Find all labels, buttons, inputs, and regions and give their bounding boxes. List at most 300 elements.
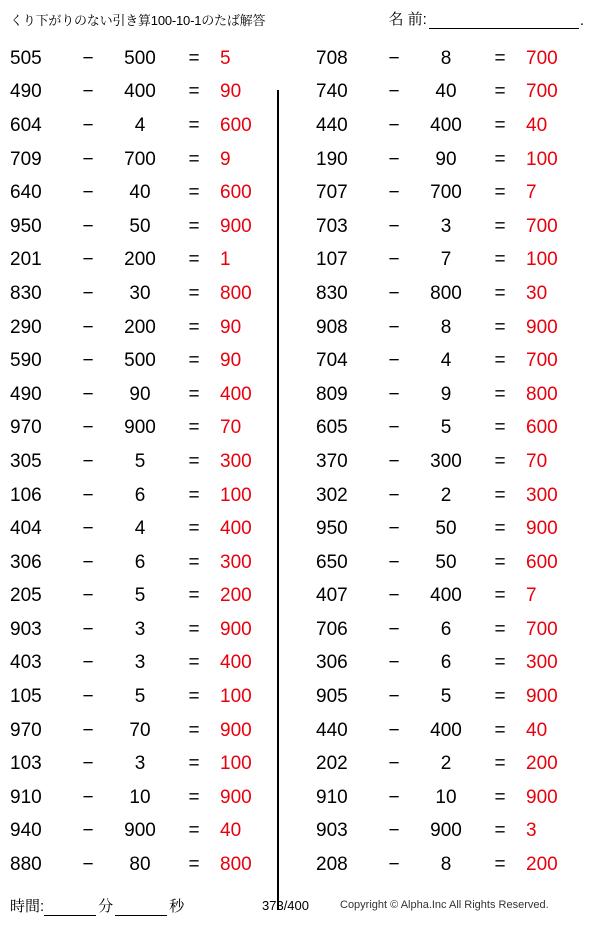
answer: 100 xyxy=(526,148,558,170)
minus-icon: − xyxy=(388,450,400,472)
subtrahend: 90 xyxy=(435,148,457,170)
equals-icon: = xyxy=(188,47,200,69)
subtrahend: 50 xyxy=(435,551,457,573)
answer: 90 xyxy=(220,350,242,372)
time-field-area xyxy=(10,895,186,916)
minus-icon: − xyxy=(82,215,94,237)
minus-icon: − xyxy=(388,518,400,540)
minuend: 640 xyxy=(10,182,42,204)
answer: 400 xyxy=(220,652,252,674)
equals-icon: = xyxy=(494,249,506,271)
minus-icon: − xyxy=(82,585,94,607)
subtrahend: 2 xyxy=(440,484,452,506)
minus-icon: − xyxy=(82,81,94,103)
equals-icon: = xyxy=(188,820,200,842)
subtrahend: 6 xyxy=(134,484,146,506)
subtrahend: 200 xyxy=(124,249,156,271)
minus-icon: − xyxy=(82,719,94,741)
answer: 40 xyxy=(526,719,548,741)
name-field-area xyxy=(388,8,584,29)
answer: 700 xyxy=(526,618,558,640)
problem-row xyxy=(310,210,600,244)
minus-icon: − xyxy=(82,753,94,775)
subtrahend: 800 xyxy=(430,282,462,304)
problem-row xyxy=(6,680,300,714)
minus-icon: − xyxy=(388,719,400,741)
answer: 90 xyxy=(220,316,242,338)
equals-icon: = xyxy=(188,81,200,103)
minuend: 709 xyxy=(10,148,42,170)
equals-icon: = xyxy=(188,618,200,640)
subtrahend: 10 xyxy=(435,786,457,808)
minus-icon: − xyxy=(388,618,400,640)
subtrahend: 4 xyxy=(134,114,146,136)
answer: 1 xyxy=(220,249,231,271)
minuend: 970 xyxy=(10,719,42,741)
subtrahend: 900 xyxy=(430,820,462,842)
problem-row xyxy=(310,714,600,748)
subtrahend: 5 xyxy=(134,585,146,607)
answer: 900 xyxy=(526,518,558,540)
minuend: 403 xyxy=(10,652,42,674)
name-trailing-dot: . xyxy=(579,12,584,29)
answer: 40 xyxy=(526,114,548,136)
minuend: 708 xyxy=(316,47,348,69)
minuend: 650 xyxy=(316,551,348,573)
answer: 5 xyxy=(220,47,231,69)
problem-row xyxy=(310,580,600,614)
minuend: 202 xyxy=(316,753,348,775)
problem-row xyxy=(310,680,600,714)
equals-icon: = xyxy=(494,585,506,607)
equals-icon: = xyxy=(494,215,506,237)
problem-row xyxy=(6,848,300,882)
problem-row xyxy=(310,512,600,546)
subtrahend: 30 xyxy=(129,282,151,304)
minus-icon: − xyxy=(388,484,400,506)
problem-row xyxy=(6,412,300,446)
copyright-text: Copyright © Alpha.Inc All Rights Reserved. xyxy=(340,899,549,911)
minus-icon: − xyxy=(388,148,400,170)
minus-icon: − xyxy=(82,249,94,271)
equals-icon: = xyxy=(188,316,200,338)
minus-icon: − xyxy=(388,854,400,876)
worksheet-header xyxy=(0,8,600,36)
minus-icon: − xyxy=(82,182,94,204)
problem-row xyxy=(6,445,300,479)
equals-icon: = xyxy=(494,182,506,204)
minus-icon: − xyxy=(388,47,400,69)
equals-icon: = xyxy=(494,652,506,674)
time-label: 時間: xyxy=(10,898,45,915)
equals-icon: = xyxy=(188,114,200,136)
minuend: 305 xyxy=(10,450,42,472)
minuend: 490 xyxy=(10,383,42,405)
answer: 600 xyxy=(526,551,558,573)
problem-row xyxy=(310,848,600,882)
problem-row xyxy=(310,143,600,177)
minus-icon: − xyxy=(82,652,94,674)
answer: 900 xyxy=(220,618,252,640)
minuend: 704 xyxy=(316,350,348,372)
equals-icon: = xyxy=(188,585,200,607)
answer: 900 xyxy=(526,316,558,338)
problem-row xyxy=(310,176,600,210)
answer: 700 xyxy=(526,215,558,237)
subtrahend: 40 xyxy=(435,81,457,103)
answer: 3 xyxy=(526,820,537,842)
problem-row xyxy=(6,781,300,815)
subtrahend: 6 xyxy=(134,551,146,573)
answer: 400 xyxy=(220,518,252,540)
minus-icon: − xyxy=(82,148,94,170)
minus-icon: − xyxy=(82,854,94,876)
answer: 600 xyxy=(526,417,558,439)
answer: 70 xyxy=(526,450,548,472)
answer: 900 xyxy=(526,686,558,708)
minuend: 407 xyxy=(316,585,348,607)
minus-icon: − xyxy=(388,182,400,204)
problem-row xyxy=(6,210,300,244)
minuend: 880 xyxy=(10,854,42,876)
subtrahend: 3 xyxy=(134,753,146,775)
equals-icon: = xyxy=(494,686,506,708)
equals-icon: = xyxy=(494,484,506,506)
answer: 300 xyxy=(220,551,252,573)
problem-row xyxy=(6,546,300,580)
answer: 100 xyxy=(220,484,252,506)
answer: 200 xyxy=(220,585,252,607)
problem-row xyxy=(310,445,600,479)
equals-icon: = xyxy=(494,316,506,338)
answer: 70 xyxy=(220,417,242,439)
subtrahend: 400 xyxy=(430,719,462,741)
problem-row xyxy=(6,580,300,614)
problem-row xyxy=(310,109,600,143)
problem-row xyxy=(6,277,300,311)
problem-row xyxy=(310,479,600,513)
problem-row xyxy=(310,311,600,345)
minuend: 201 xyxy=(10,249,42,271)
minuend: 306 xyxy=(316,652,348,674)
answer: 100 xyxy=(220,753,252,775)
subtrahend: 80 xyxy=(129,854,151,876)
subtrahend: 3 xyxy=(134,652,146,674)
minuend: 440 xyxy=(316,114,348,136)
subtrahend: 8 xyxy=(440,47,452,69)
subtrahend: 500 xyxy=(124,47,156,69)
subtrahend: 6 xyxy=(440,652,452,674)
minuend: 306 xyxy=(10,551,42,573)
minus-icon: − xyxy=(82,618,94,640)
minuend: 103 xyxy=(10,753,42,775)
answer: 900 xyxy=(526,786,558,808)
minuend: 908 xyxy=(316,316,348,338)
minuend: 706 xyxy=(316,618,348,640)
equals-icon: = xyxy=(494,383,506,405)
equals-icon: = xyxy=(494,518,506,540)
subtrahend: 9 xyxy=(440,383,452,405)
answer: 800 xyxy=(220,282,252,304)
subtrahend: 10 xyxy=(129,786,151,808)
seconds-input-line[interactable] xyxy=(115,898,167,916)
problem-row xyxy=(6,714,300,748)
minuend: 106 xyxy=(10,484,42,506)
minuend: 703 xyxy=(316,215,348,237)
minus-icon: − xyxy=(388,753,400,775)
minus-icon: − xyxy=(388,114,400,136)
answer: 300 xyxy=(220,450,252,472)
problem-row xyxy=(310,412,600,446)
answer: 900 xyxy=(220,719,252,741)
problem-row xyxy=(310,613,600,647)
subtrahend: 40 xyxy=(129,182,151,204)
subtrahend: 500 xyxy=(124,350,156,372)
minus-icon: − xyxy=(82,820,94,842)
minuend: 107 xyxy=(316,249,348,271)
equals-icon: = xyxy=(188,350,200,372)
equals-icon: = xyxy=(494,786,506,808)
problem-row xyxy=(6,109,300,143)
answer: 90 xyxy=(220,81,242,103)
subtrahend: 90 xyxy=(129,383,151,405)
minuend: 910 xyxy=(10,786,42,808)
minuend: 903 xyxy=(316,820,348,842)
minus-icon: − xyxy=(388,215,400,237)
minuend: 440 xyxy=(316,719,348,741)
answer: 30 xyxy=(526,282,548,304)
equals-icon: = xyxy=(188,282,200,304)
minus-icon: − xyxy=(388,81,400,103)
equals-icon: = xyxy=(494,618,506,640)
minus-icon: − xyxy=(82,551,94,573)
subtrahend: 50 xyxy=(435,518,457,540)
subtrahend: 400 xyxy=(430,585,462,607)
problem-columns xyxy=(0,42,600,880)
minus-icon: − xyxy=(388,820,400,842)
subtrahend: 700 xyxy=(430,182,462,204)
minuend: 830 xyxy=(316,282,348,304)
subtrahend: 900 xyxy=(124,417,156,439)
equals-icon: = xyxy=(188,652,200,674)
equals-icon: = xyxy=(494,114,506,136)
second-unit-label: 秒 xyxy=(169,898,185,915)
minus-icon: − xyxy=(82,47,94,69)
problem-row xyxy=(310,647,600,681)
answer: 900 xyxy=(220,215,252,237)
equals-icon: = xyxy=(188,182,200,204)
problem-row xyxy=(6,613,300,647)
minus-icon: − xyxy=(388,350,400,372)
column-divider xyxy=(277,90,279,910)
equals-icon: = xyxy=(494,551,506,573)
subtrahend: 8 xyxy=(440,316,452,338)
minus-icon: − xyxy=(82,282,94,304)
minus-icon: − xyxy=(388,282,400,304)
minus-icon: − xyxy=(82,417,94,439)
subtrahend: 900 xyxy=(124,820,156,842)
equals-icon: = xyxy=(188,686,200,708)
answer: 600 xyxy=(220,114,252,136)
answer: 7 xyxy=(526,182,537,204)
minuend: 604 xyxy=(10,114,42,136)
equals-icon: = xyxy=(494,148,506,170)
answer: 9 xyxy=(220,148,231,170)
page-title: くり下がりのない引き算100-10-1のたば解答 xyxy=(10,13,266,28)
minuend: 707 xyxy=(316,182,348,204)
subtrahend: 700 xyxy=(124,148,156,170)
problem-row xyxy=(6,143,300,177)
minutes-input-line[interactable] xyxy=(44,898,96,916)
subtrahend: 5 xyxy=(134,450,146,472)
problem-row xyxy=(310,815,600,849)
problem-row xyxy=(310,344,600,378)
minuend: 740 xyxy=(316,81,348,103)
minus-icon: − xyxy=(388,585,400,607)
problem-row xyxy=(310,781,600,815)
minus-icon: − xyxy=(82,383,94,405)
answer: 100 xyxy=(526,249,558,271)
minuend: 940 xyxy=(10,820,42,842)
subtrahend: 8 xyxy=(440,854,452,876)
subtrahend: 70 xyxy=(129,719,151,741)
equals-icon: = xyxy=(494,719,506,741)
problem-row xyxy=(6,311,300,345)
minuend: 208 xyxy=(316,854,348,876)
subtrahend: 5 xyxy=(134,686,146,708)
problem-row xyxy=(310,378,600,412)
equals-icon: = xyxy=(494,820,506,842)
problem-row xyxy=(310,277,600,311)
subtrahend: 400 xyxy=(124,81,156,103)
worksheet-footer xyxy=(0,895,600,925)
equals-icon: = xyxy=(188,249,200,271)
minuend: 370 xyxy=(316,450,348,472)
subtrahend: 5 xyxy=(440,686,452,708)
minus-icon: − xyxy=(388,686,400,708)
equals-icon: = xyxy=(188,148,200,170)
name-input-line[interactable] xyxy=(429,10,579,29)
subtrahend: 4 xyxy=(440,350,452,372)
answer: 800 xyxy=(526,383,558,405)
equals-icon: = xyxy=(494,450,506,472)
minuend: 205 xyxy=(10,585,42,607)
minute-unit-label: 分 xyxy=(98,898,114,915)
equals-icon: = xyxy=(188,753,200,775)
subtrahend: 5 xyxy=(440,417,452,439)
answer: 700 xyxy=(526,81,558,103)
answer: 900 xyxy=(220,786,252,808)
problem-row xyxy=(6,479,300,513)
subtrahend: 50 xyxy=(129,215,151,237)
equals-icon: = xyxy=(188,383,200,405)
name-label: 名 前: xyxy=(388,11,427,28)
problem-row xyxy=(310,546,600,580)
answer: 600 xyxy=(220,182,252,204)
equals-icon: = xyxy=(188,215,200,237)
answer: 200 xyxy=(526,854,558,876)
equals-icon: = xyxy=(188,484,200,506)
minus-icon: − xyxy=(388,652,400,674)
minus-icon: − xyxy=(388,383,400,405)
minus-icon: − xyxy=(82,484,94,506)
minus-icon: − xyxy=(388,249,400,271)
minuend: 950 xyxy=(316,518,348,540)
minus-icon: − xyxy=(82,686,94,708)
equals-icon: = xyxy=(188,518,200,540)
minuend: 590 xyxy=(10,350,42,372)
answer: 40 xyxy=(220,820,242,842)
minuend: 302 xyxy=(316,484,348,506)
problem-row xyxy=(6,815,300,849)
subtrahend: 4 xyxy=(134,518,146,540)
minuend: 290 xyxy=(10,316,42,338)
problem-row xyxy=(310,42,600,76)
equals-icon: = xyxy=(494,753,506,775)
minus-icon: − xyxy=(388,316,400,338)
equals-icon: = xyxy=(494,417,506,439)
minuend: 809 xyxy=(316,383,348,405)
minus-icon: − xyxy=(388,417,400,439)
equals-icon: = xyxy=(494,81,506,103)
problem-row xyxy=(6,512,300,546)
problem-row xyxy=(310,76,600,110)
equals-icon: = xyxy=(188,450,200,472)
answer: 7 xyxy=(526,585,537,607)
problem-row xyxy=(310,244,600,278)
answer: 300 xyxy=(526,484,558,506)
minuend: 404 xyxy=(10,518,42,540)
subtrahend: 6 xyxy=(440,618,452,640)
page-number: 373/400 xyxy=(262,898,309,913)
equals-icon: = xyxy=(188,854,200,876)
equals-icon: = xyxy=(494,282,506,304)
subtrahend: 400 xyxy=(430,114,462,136)
minuend: 905 xyxy=(316,686,348,708)
minuend: 830 xyxy=(10,282,42,304)
answer: 400 xyxy=(220,383,252,405)
problem-row xyxy=(6,244,300,278)
problem-row xyxy=(6,76,300,110)
minuend: 950 xyxy=(10,215,42,237)
subtrahend: 2 xyxy=(440,753,452,775)
equals-icon: = xyxy=(188,786,200,808)
equals-icon: = xyxy=(494,854,506,876)
problem-row xyxy=(310,747,600,781)
answer: 100 xyxy=(220,686,252,708)
problem-row xyxy=(6,176,300,210)
answer: 800 xyxy=(220,854,252,876)
subtrahend: 300 xyxy=(430,450,462,472)
minus-icon: − xyxy=(82,114,94,136)
problem-column-left xyxy=(0,42,300,880)
minuend: 505 xyxy=(10,47,42,69)
answer: 700 xyxy=(526,350,558,372)
minuend: 605 xyxy=(316,417,348,439)
minus-icon: − xyxy=(82,350,94,372)
minus-icon: − xyxy=(82,786,94,808)
minus-icon: − xyxy=(388,786,400,808)
problem-row xyxy=(6,747,300,781)
minuend: 105 xyxy=(10,686,42,708)
subtrahend: 3 xyxy=(440,215,452,237)
minus-icon: − xyxy=(82,450,94,472)
answer: 200 xyxy=(526,753,558,775)
minus-icon: − xyxy=(82,316,94,338)
subtrahend: 200 xyxy=(124,316,156,338)
equals-icon: = xyxy=(494,350,506,372)
problem-column-right xyxy=(300,42,600,880)
